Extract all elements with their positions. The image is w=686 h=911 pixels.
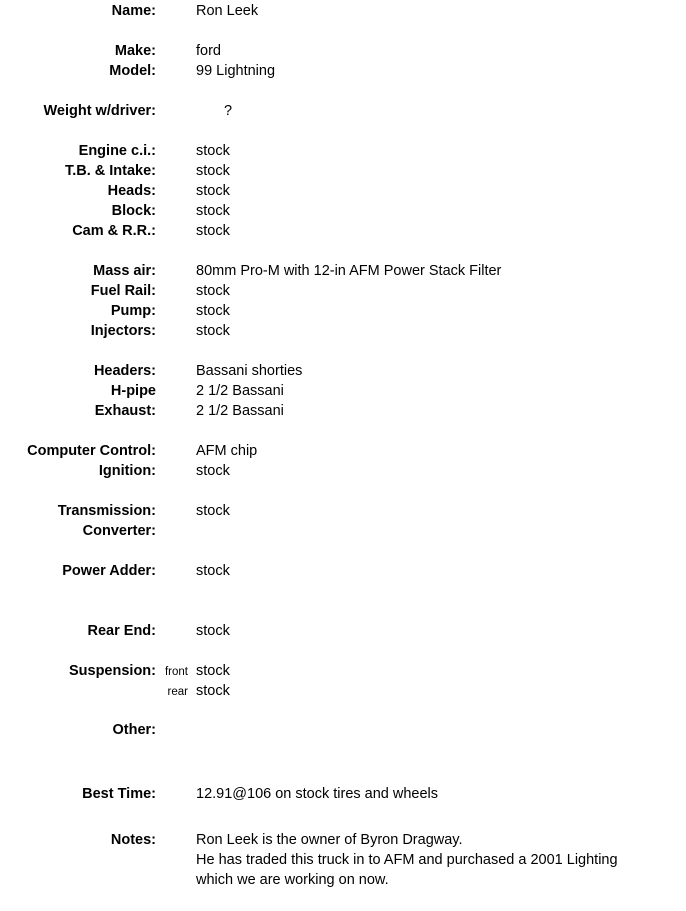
spec-row-mass-air	[0, 261, 686, 281]
spec-row-converter	[0, 521, 686, 541]
notes-line-3: which we are working on now.	[196, 872, 389, 888]
mass-air-value: 80mm Pro-M with 12-in AFM Power Stack Filter	[196, 263, 502, 279]
spec-row-block	[0, 201, 686, 221]
mass-air-label: Mass air:	[93, 263, 156, 279]
spec-row-suspension-rear	[0, 681, 686, 701]
transmission-value: stock	[196, 503, 230, 519]
cam-rr-label: Cam & R.R.:	[72, 223, 156, 239]
spec-row-model	[0, 61, 686, 81]
spec-row-hpipe	[0, 381, 686, 401]
spec-row-name	[0, 1, 686, 21]
best-time-value: 12.91@106 on stock tires and wheels	[196, 786, 439, 802]
exhaust-label: Exhaust:	[94, 403, 156, 419]
spec-row-make	[0, 41, 686, 61]
headers-label: Headers:	[93, 363, 156, 379]
ignition-value: stock	[196, 463, 230, 479]
spec-row-exhaust	[0, 401, 686, 421]
computer-control-value: AFM chip	[196, 443, 258, 459]
engine-ci-label: Engine c.i.:	[78, 143, 156, 159]
spec-row-weight	[0, 101, 686, 121]
pump-label: Pump:	[110, 303, 156, 319]
spec-row-ignition	[0, 461, 686, 481]
notes-line-1: Ron Leek is the owner of Byron Dragway.	[196, 832, 463, 848]
make-value: ford	[196, 43, 221, 59]
tb-intake-label: T.B. & Intake:	[64, 163, 156, 179]
spec-row-engine-ci	[0, 141, 686, 161]
hpipe-value: 2 1/2 Bassani	[196, 383, 284, 399]
suspension-front-value: stock	[196, 663, 230, 679]
spec-row-tb-intake	[0, 161, 686, 181]
spec-row-heads	[0, 181, 686, 201]
spec-row-fuel-rail	[0, 281, 686, 301]
fuel-rail-label: Fuel Rail:	[90, 283, 156, 299]
block-value: stock	[196, 203, 230, 219]
spec-row-transmission	[0, 501, 686, 521]
model-label: Model:	[109, 63, 156, 79]
notes-line-2: He has traded this truck in to AFM and purchased a 2001 Lighting	[196, 852, 618, 868]
model-value: 99 Lightning	[196, 63, 276, 79]
best-time-label: Best Time:	[82, 786, 156, 802]
spec-row-computer-control	[0, 441, 686, 461]
heads-value: stock	[196, 183, 230, 199]
suspension-front-label: front	[164, 666, 188, 678]
spec-row-pump	[0, 301, 686, 321]
tb-intake-value: stock	[196, 163, 230, 179]
fuel-rail-value: stock	[196, 283, 230, 299]
weight-value: ?	[224, 103, 233, 119]
hpipe-label: H-pipe	[110, 383, 156, 399]
power-adder-label: Power Adder:	[62, 563, 156, 579]
ignition-label: Ignition:	[98, 463, 156, 479]
other-label: Other:	[112, 722, 156, 738]
engine-ci-value: stock	[196, 143, 230, 159]
notes-text	[196, 830, 618, 890]
power-adder-value: stock	[196, 563, 230, 579]
headers-value: Bassani shorties	[196, 363, 303, 379]
spec-row-best-time	[0, 784, 686, 804]
notes-label: Notes:	[110, 832, 156, 848]
suspension-rear-label: rear	[167, 686, 188, 698]
spec-row-injectors	[0, 321, 686, 341]
make-label: Make:	[114, 43, 156, 59]
suspension-rear-value: stock	[196, 683, 230, 699]
spec-row-power-adder	[0, 561, 686, 581]
injectors-value: stock	[196, 323, 230, 339]
exhaust-value: 2 1/2 Bassani	[196, 403, 284, 419]
transmission-label: Transmission:	[57, 503, 156, 519]
injectors-label: Injectors:	[90, 323, 156, 339]
cam-rr-value: stock	[196, 223, 230, 239]
name-value: Ron Leek	[196, 3, 259, 19]
rear-end-value: stock	[196, 623, 230, 639]
converter-label: Converter:	[82, 523, 156, 539]
spec-row-other	[0, 720, 686, 740]
computer-control-label: Computer Control:	[27, 443, 156, 459]
spec-row-suspension-front	[0, 661, 686, 681]
rear-end-label: Rear End:	[87, 623, 156, 639]
suspension-label: Suspension:	[68, 663, 156, 679]
name-label: Name:	[111, 3, 156, 19]
spec-row-headers	[0, 361, 686, 381]
block-label: Block:	[111, 203, 156, 219]
spec-row-cam-rr	[0, 221, 686, 241]
pump-value: stock	[196, 303, 230, 319]
weight-label: Weight w/driver:	[43, 103, 156, 119]
heads-label: Heads:	[107, 183, 156, 199]
spec-row-rear-end	[0, 621, 686, 641]
